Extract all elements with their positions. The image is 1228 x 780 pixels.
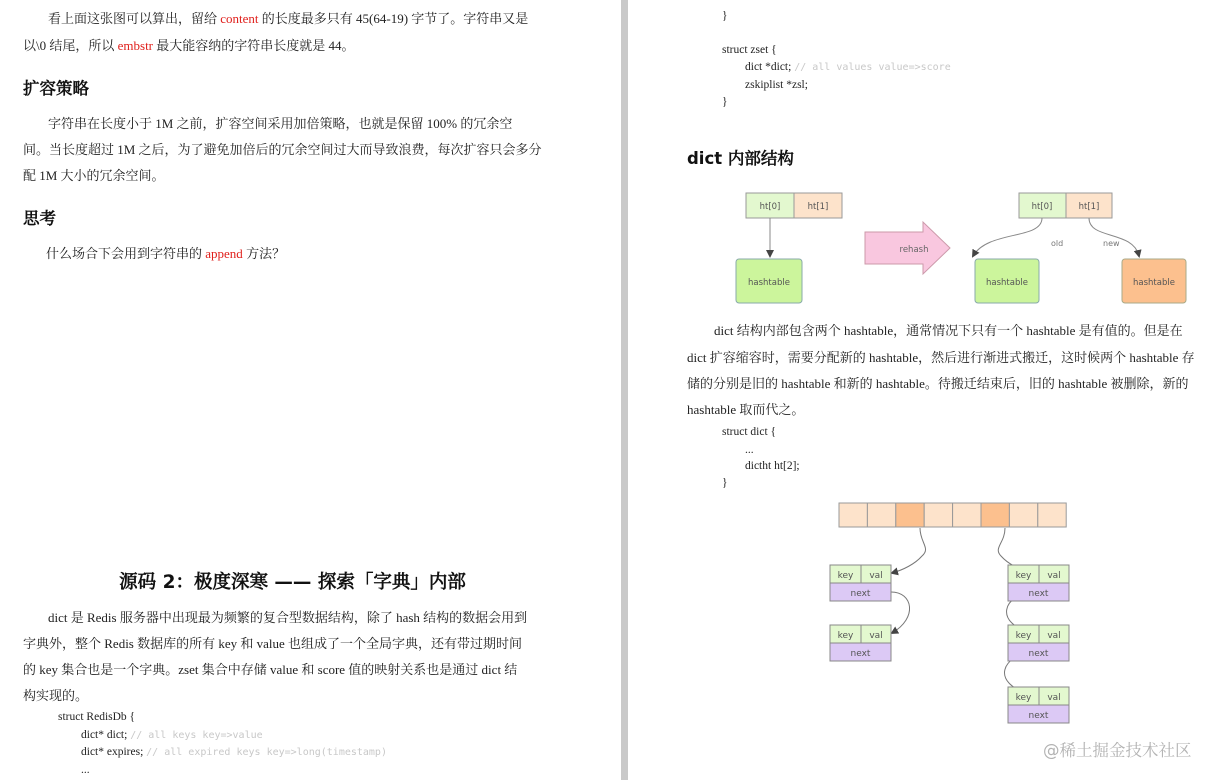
next-label: next — [850, 649, 871, 659]
code-line — [745, 78, 808, 92]
paragraph-line — [23, 688, 88, 704]
watermark: @稀土掘金技术社区 — [1043, 741, 1192, 760]
hashtable-label: hashtable — [748, 278, 790, 288]
code-text: } — [722, 10, 728, 22]
paragraph-line — [46, 246, 285, 262]
code-text: dictht ht[2]; — [745, 460, 800, 472]
paragraph-line — [23, 662, 517, 678]
code-text: struct dict { — [722, 426, 777, 438]
code-comment: // all keys key=>value — [130, 730, 263, 741]
text-run: 储的分别是旧的 hashtable 和新的 hashtable。待搬迁结束后，旧的 hashtable 被删除，新的 — [687, 376, 1189, 391]
highlighted-term: append — [205, 246, 243, 261]
key-label: key — [837, 631, 854, 641]
page-divider — [621, 0, 628, 780]
hashtable-label: hashtable — [986, 278, 1028, 288]
right-page — [628, 0, 1228, 780]
bucket-cell — [839, 503, 867, 527]
dict-entry-node — [830, 625, 891, 661]
code-line — [722, 425, 776, 439]
val-label: val — [1047, 693, 1061, 703]
bucket-cell — [867, 503, 895, 527]
code-line — [58, 710, 135, 724]
code-text: } — [722, 477, 728, 489]
dict-entry-node — [1008, 687, 1069, 723]
code-text: } — [722, 96, 728, 108]
new-arrow — [1089, 218, 1139, 256]
key-label: key — [837, 571, 854, 581]
code-line — [81, 763, 90, 777]
code-line — [722, 9, 728, 23]
val-label: val — [1047, 631, 1061, 641]
paragraph-line — [687, 402, 804, 418]
val-label: val — [1047, 571, 1061, 581]
text-run: 看上面这张图可以算出，留给 — [48, 11, 221, 26]
code-text: struct RedisDb { — [58, 711, 136, 723]
paragraph-line — [23, 38, 355, 54]
section-heading: 扩容策略 — [23, 79, 89, 98]
ht0-label: ht[0] — [759, 202, 781, 212]
text-run: 构实现的。 — [23, 688, 89, 703]
dict-entry-node — [830, 565, 891, 601]
bucket-cell — [896, 503, 924, 527]
code-text: ... — [745, 444, 754, 456]
paragraph-line — [23, 142, 542, 158]
dict-entry-node — [1008, 565, 1069, 601]
next-label: next — [1028, 649, 1049, 659]
val-label: val — [869, 631, 883, 641]
bucket-cell — [1038, 503, 1066, 527]
paragraph-line — [687, 350, 1195, 366]
next-label: next — [1028, 589, 1049, 599]
next-label: next — [850, 589, 871, 599]
text-run: 的 key 集合也是一个字典。zset 集合中存储 value 和 score 值的映射关系也是通过 dict 结 — [23, 662, 518, 677]
bucket-cell — [953, 503, 981, 527]
code-line — [81, 728, 263, 743]
code-line — [745, 443, 754, 457]
text-run: 方法？ — [242, 246, 286, 261]
text-run: 以\0 结尾，所以 — [23, 38, 118, 53]
text-run: 间。当长度超过 1M 之后，为了避免加倍后的冗余空间过大而导致浪费，每次扩容只会多分 — [23, 142, 542, 157]
code-line — [722, 95, 728, 109]
rehash-label: rehash — [899, 245, 929, 255]
key-label: key — [1015, 571, 1032, 581]
code-text: dict* dict; — [81, 729, 131, 741]
section-heading: dict 内部结构 — [687, 149, 794, 168]
text-run: 的长度最多只有 45(64-19) 字节了。字符串又是 — [258, 11, 529, 26]
code-line — [745, 60, 951, 75]
next-label: next — [1028, 711, 1049, 721]
paragraph-line — [23, 168, 165, 184]
hashtable-label: hashtable — [1133, 278, 1175, 288]
text-run: dict 是 Redis 服务器中出现最为频繁的复合型数据结构，除了 hash 结构的数据会用到 — [48, 610, 528, 625]
paragraph-line — [714, 323, 1183, 339]
code-text: struct zset { — [722, 44, 777, 56]
text-run: hashtable 取而代之。 — [687, 402, 805, 417]
paragraph-line — [23, 636, 522, 652]
code-line — [722, 476, 728, 490]
text-run: dict 扩容缩容时，需要分配新的 hashtable，然后进行渐进式搬迁，这时候两个 hashtable 存 — [687, 350, 1195, 365]
code-comment: // all expired keys key=>long(timestamp) — [146, 747, 387, 758]
code-text: zskiplist *zsl; — [745, 79, 808, 91]
key-label: key — [1015, 631, 1032, 641]
chapter-title: 源码 2：极度深寒 —— 探索「字典」内部 — [119, 572, 466, 593]
code-line — [745, 459, 800, 473]
ht1-label: ht[1] — [807, 202, 829, 212]
text-run: 配 1M 大小的冗余空间。 — [23, 168, 165, 183]
bucket-cell — [1009, 503, 1037, 527]
chain-arrow — [891, 592, 910, 633]
chain-arrow — [892, 528, 926, 573]
paragraph-line — [48, 610, 527, 626]
old-label: old — [1051, 239, 1064, 248]
highlighted-term: embstr — [117, 38, 154, 53]
bucket-cell — [924, 503, 952, 527]
bucket-cell — [981, 503, 1009, 527]
code-comment: // all values value=>score — [794, 62, 951, 73]
text-run: 最大能容纳的字符串长度就是 44。 — [153, 38, 355, 53]
ht0-label: ht[0] — [1031, 202, 1053, 212]
paragraph-line — [48, 116, 512, 132]
code-line — [81, 745, 387, 760]
code-text: dict* expires; — [81, 746, 147, 758]
old-arrow — [973, 218, 1042, 256]
text-run: dict 结构内部包含两个 hashtable，通常情况下只有一个 hashtable 是有值的。但是在 — [714, 323, 1183, 338]
key-label: key — [1015, 693, 1032, 703]
rehash-diagram — [728, 185, 1198, 310]
text-run: 字符串在长度小于 1M 之前，扩容空间采用加倍策略，也就是保留 100% 的冗余空 — [48, 116, 513, 131]
code-line — [722, 43, 777, 57]
highlighted-term: content — [220, 11, 259, 26]
text-run: 字典外，整个 Redis 数据库的所有 key 和 value 也组成了一个全局字典，还有带过期时间 — [23, 636, 523, 651]
section-heading: 思考 — [23, 209, 56, 228]
code-text: ... — [81, 764, 90, 776]
dict-entry-node — [1008, 625, 1069, 661]
code-text: dict *dict; — [745, 61, 795, 73]
val-label: val — [869, 571, 883, 581]
new-label: new — [1103, 239, 1120, 248]
bucket-chain-diagram — [823, 498, 1083, 730]
paragraph-line — [687, 376, 1189, 392]
ht1-label: ht[1] — [1078, 202, 1100, 212]
text-run: 什么场合下会用到字符串的 — [46, 246, 206, 261]
paragraph-line — [48, 11, 528, 27]
